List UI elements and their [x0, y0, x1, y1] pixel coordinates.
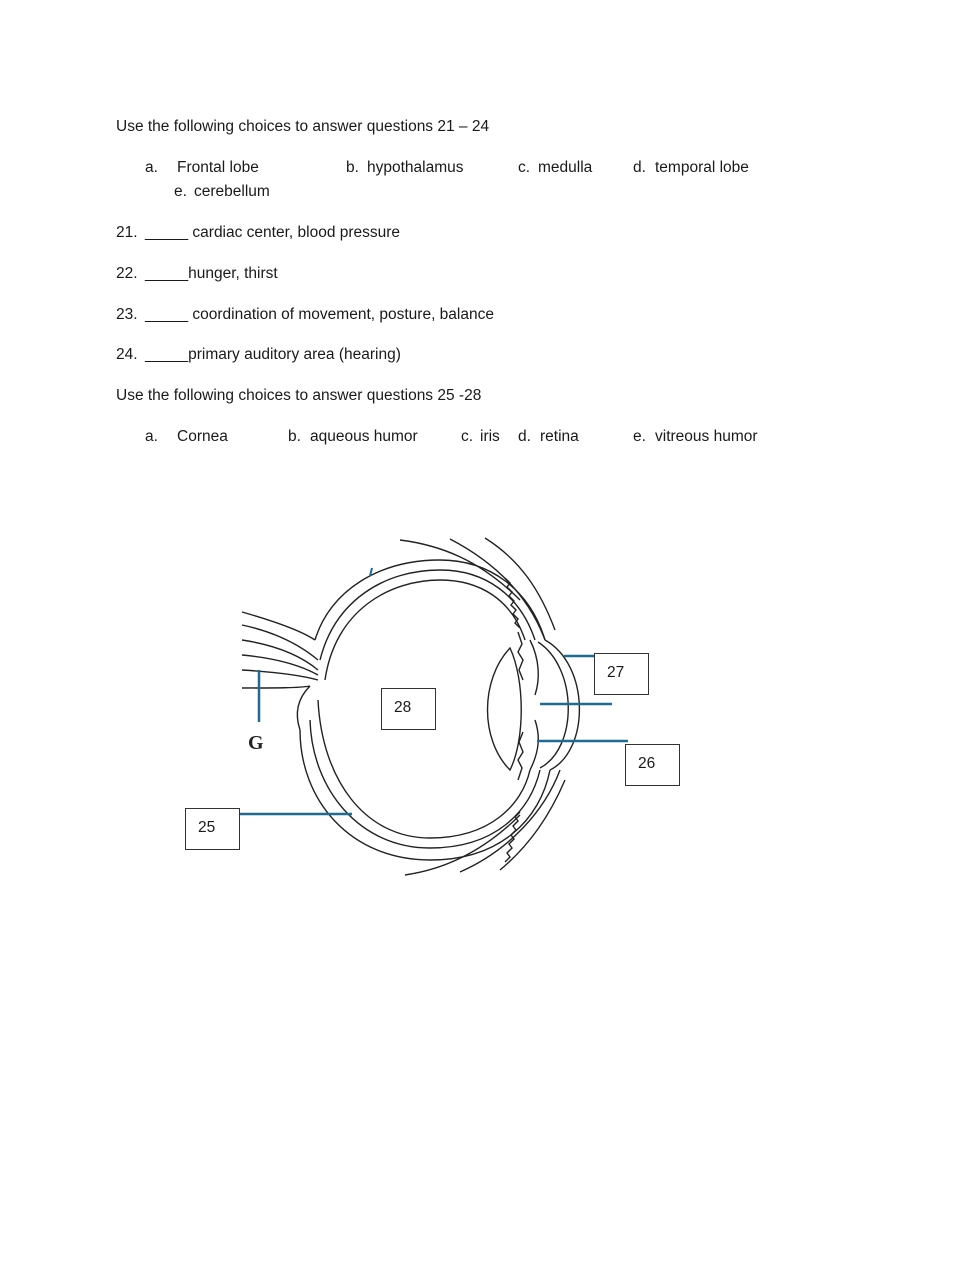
- choice-e-letter: e.: [174, 183, 187, 200]
- question-23-text: _____ coordination of movement, posture, balance: [145, 306, 494, 323]
- iris-bottom-inner: [530, 720, 538, 770]
- eye-choice-c-text: iris: [480, 428, 500, 445]
- question-23-number: 23.: [116, 306, 138, 323]
- eye-choice-c-letter: c.: [461, 428, 474, 445]
- choice-b-text: hypothalamus: [367, 159, 464, 176]
- eye-choice-e-text: vitreous humor: [655, 428, 758, 445]
- eye-choice-a-text: Cornea: [177, 428, 228, 445]
- optic-nerve-line2: [242, 640, 318, 670]
- choice-b-letter: b.: [346, 159, 359, 176]
- question-24-number: 24.: [116, 346, 138, 363]
- upper-eyelid-curve: [450, 539, 545, 640]
- optic-nerve-line4: [242, 670, 318, 680]
- instruction-21-24: Use the following choices to answer questions 21 – 24: [116, 118, 490, 135]
- choice-d-text: temporal lobe: [655, 159, 749, 176]
- answer-box-27[interactable]: 27: [594, 653, 649, 695]
- choice-e-text: cerebellum: [194, 183, 270, 200]
- leader-lines: [240, 656, 628, 814]
- answer-box-25[interactable]: 25: [185, 808, 240, 850]
- question-21-text: _____ cardiac center, blood pressure: [145, 224, 401, 241]
- eye-choice-b-letter: b.: [288, 428, 301, 445]
- iris-top: [518, 632, 523, 680]
- question-24-text: _____primary auditory area (hearing): [145, 346, 401, 363]
- instruction-25-28: Use the following choices to answer questions 25 -28: [116, 387, 482, 404]
- eye-choice-b-text: aqueous humor: [310, 428, 418, 445]
- answer-box-26[interactable]: 26: [625, 744, 680, 786]
- answer-box-28[interactable]: 28: [381, 688, 436, 730]
- lens: [488, 648, 522, 770]
- eye-choice-a-letter: a.: [145, 428, 158, 445]
- letter-g: G: [248, 732, 264, 754]
- optic-nerve-line3: [242, 655, 318, 675]
- question-21-number: 21.: [116, 224, 138, 241]
- choice-a-letter: a.: [145, 159, 158, 176]
- choice-c-letter: c.: [518, 159, 531, 176]
- choice-c-text: medulla: [538, 159, 593, 176]
- optic-nerve-bottom: [242, 686, 310, 688]
- choice-d-letter: d.: [633, 159, 646, 176]
- eye-choice-d-text: retina: [540, 428, 579, 445]
- choice-a-text: Frontal lobe: [177, 159, 259, 176]
- retina-top: [325, 580, 525, 680]
- upper-lid-outer: [485, 538, 555, 630]
- eye-choice-d-letter: d.: [518, 428, 531, 445]
- question-22-text: _____hunger, thirst: [145, 265, 278, 282]
- iris-top-inner: [530, 640, 538, 695]
- question-22-number: 22.: [116, 265, 138, 282]
- sclera-top: [315, 560, 545, 640]
- eye-choice-e-letter: e.: [633, 428, 646, 445]
- optic-nerve-bottom-curve: [297, 686, 310, 730]
